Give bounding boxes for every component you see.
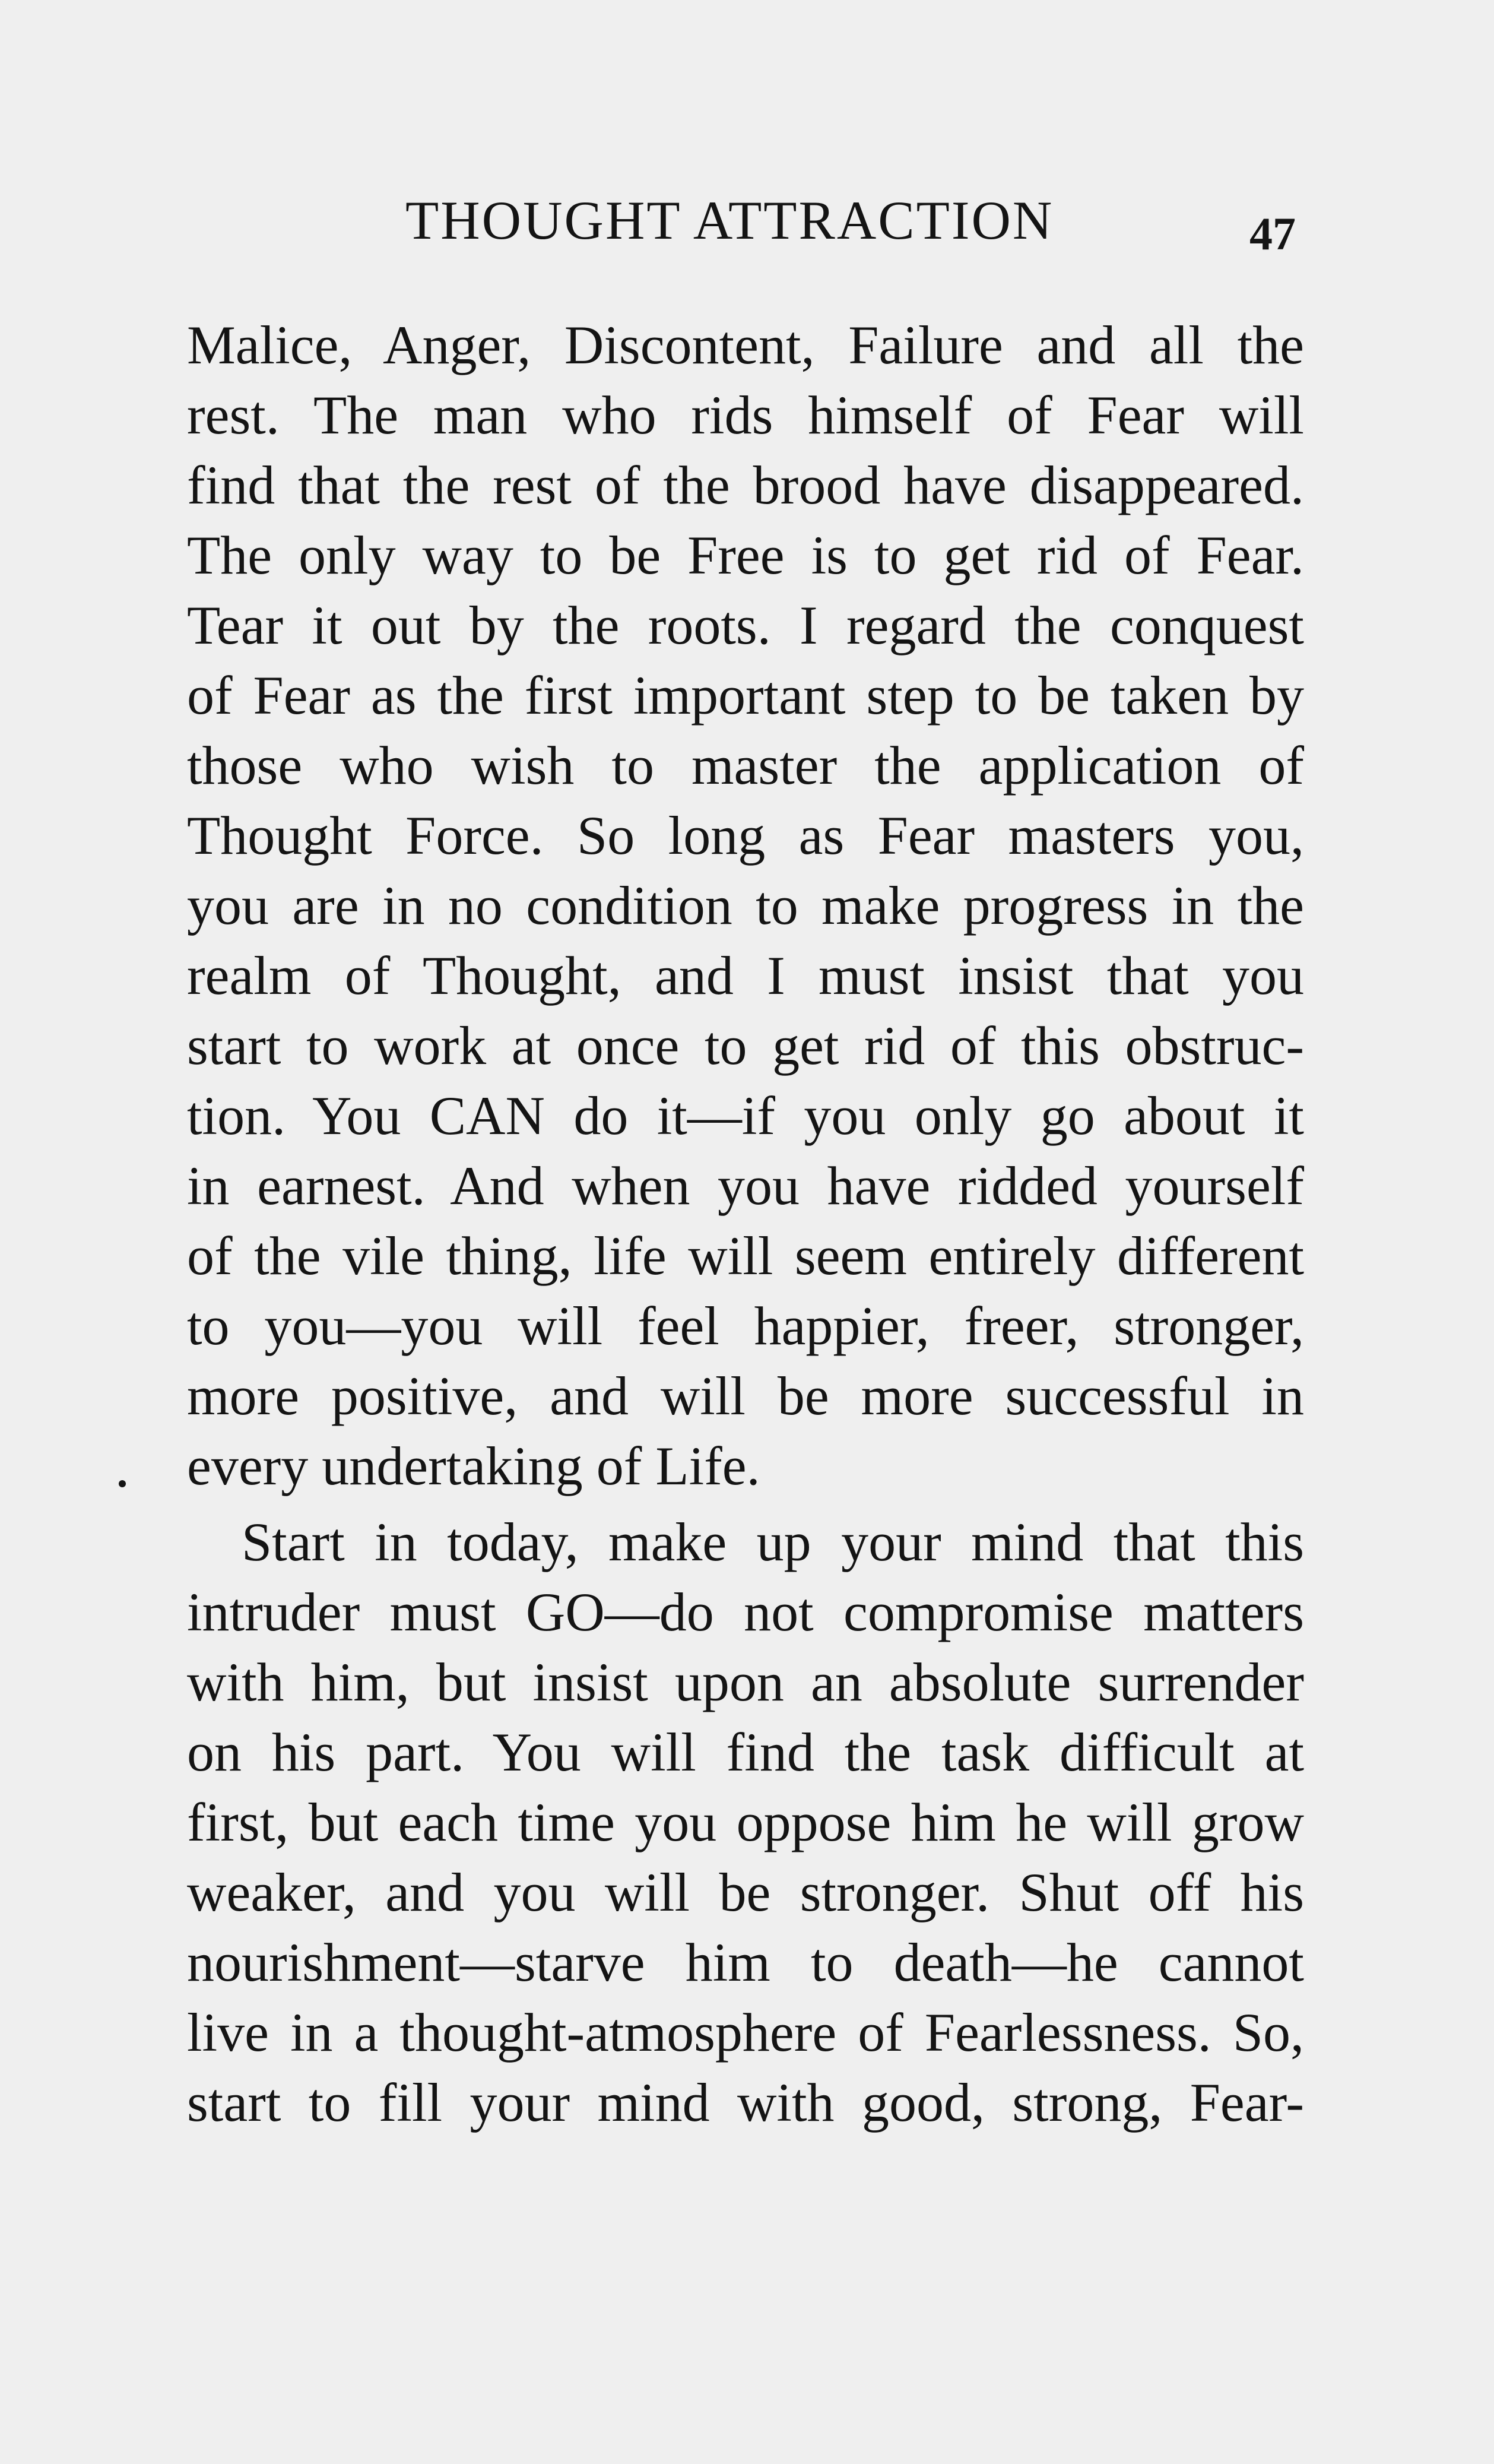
text-line: The only way to be Free is to get rid of Fear. — [187, 525, 1304, 585]
text-line: on his part. You will find the task difficult at — [187, 1722, 1304, 1782]
text-line: tion. You CAN do it—if you only go about it — [187, 1085, 1304, 1146]
page-number: 47 — [1249, 208, 1296, 259]
text-line: start to work at once to get rid of this obstruc- — [187, 1015, 1304, 1076]
text-line: every undertaking of Life. — [187, 1436, 760, 1496]
text-line: start to fill your mind with good, strong, Fear- — [187, 2072, 1304, 2133]
body-text — [187, 310, 1304, 2137]
text-line: of Fear as the first important step to be taken by — [187, 665, 1304, 726]
text-line: to you—you will feel happier, freer, stronger, — [187, 1296, 1304, 1356]
text-line: find that the rest of the brood have disappeared. — [187, 455, 1304, 515]
text-line: first, but each time you oppose him he will grow — [187, 1792, 1304, 1852]
text-line: realm of Thought, and I must insist that you — [187, 945, 1304, 1006]
text-line: nourishment—starve him to death—he cannot — [187, 1932, 1304, 1993]
text-line: more positive, and will be more successful in — [187, 1366, 1304, 1426]
text-line: Malice, Anger, Discontent, Failure and all the — [187, 315, 1304, 375]
text-line: live in a thought-atmosphere of Fearlessness. So, — [187, 2002, 1304, 2063]
text-line: those who wish to master the application of — [187, 735, 1304, 796]
paragraph — [187, 1507, 1304, 2137]
text-line: weaker, and you will be stronger. Shut off his — [187, 1862, 1304, 1923]
text-line: in earnest. And when you have ridded yourself — [187, 1155, 1304, 1216]
stray-ink-dot — [119, 1480, 126, 1487]
paragraph — [187, 310, 1304, 1501]
text-line: rest. The man who rids himself of Fear will — [187, 385, 1304, 445]
text-line: Tear it out by the roots. I regard the conquest — [187, 595, 1304, 655]
text-line: Thought Force. So long as Fear masters you, — [187, 805, 1304, 866]
text-line: Start in today, make up your mind that this — [242, 1512, 1304, 1572]
text-line: with him, but insist upon an absolute surrender — [187, 1652, 1304, 1712]
text-line: you are in no condition to make progress in the — [187, 875, 1304, 936]
text-line: of the vile thing, life will seem entirely different — [187, 1225, 1304, 1286]
running-head-title: THOUGHT ATTRACTION — [405, 190, 1054, 251]
text-line: intruder must GO—do not compromise matters — [187, 1582, 1304, 1642]
